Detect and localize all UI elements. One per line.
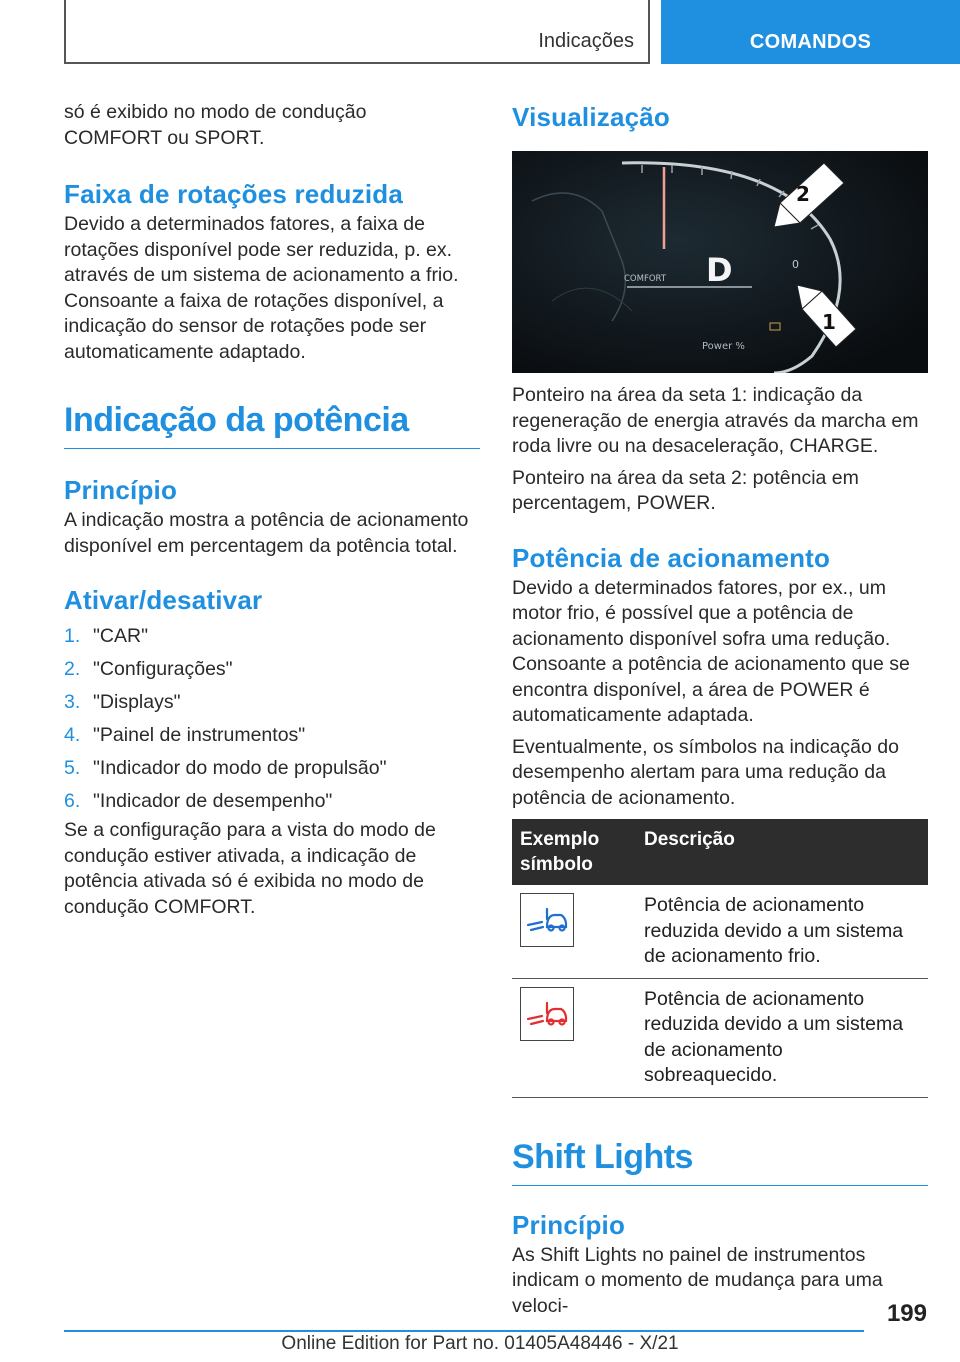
arrow-1-label: 1 bbox=[822, 310, 836, 334]
header-section-label: Indicações bbox=[538, 30, 634, 52]
gauge-mode-label: COMFORT bbox=[624, 274, 667, 284]
shift-principle-heading: Princípio bbox=[512, 1209, 626, 1240]
header-chapter-label: COMANDOS bbox=[749, 31, 872, 53]
step-text: "Indicador de desempenho" bbox=[93, 790, 333, 812]
header-section-tab bbox=[64, 0, 650, 64]
right-column bbox=[512, 100, 928, 1319]
table-row bbox=[512, 978, 928, 1097]
footer-divider bbox=[64, 1330, 864, 1332]
left-column bbox=[64, 100, 480, 920]
drive-power-text-2: Eventualmente, os símbolos na indicação do desempenho alertam para uma redução da potência de acionamento. bbox=[512, 735, 899, 809]
gauge-zero-label: 0 bbox=[792, 258, 799, 271]
toggle-heading: Ativar/desativar bbox=[64, 585, 263, 615]
step-number: 3. bbox=[64, 691, 81, 713]
power-indicator-heading: Indicação da potência bbox=[64, 401, 480, 449]
page-number: 199 bbox=[886, 1300, 927, 1327]
list-item bbox=[64, 686, 480, 719]
power-gauge-image bbox=[512, 151, 928, 373]
reduced-range-text: Devido a determinados fatores, a faixa de rotações disponível pode ser reduzida, p. ex. através de um sistema de acionamento a frio. Consoante a faixa de rotações disponível, a indicação do sensor de rotações pode ser automaticamente adaptado. bbox=[64, 213, 459, 363]
intro-paragraph: só é exibido no modo de condução COMFORT ou SPORT. bbox=[64, 101, 367, 149]
gauge-gear-label: D bbox=[706, 251, 733, 289]
step-number: 5. bbox=[64, 757, 81, 779]
caption-arrow-1: Ponteiro na área da seta 1: indicação da regeneração de energia através da marcha em roda livre ou na desaceleração, CHARGE. bbox=[512, 384, 919, 457]
step-number: 6. bbox=[64, 790, 81, 812]
drive-power-text-1: Devido a determinados fatores, por ex., um motor frio, é possível que a potência de acionamento disponível sofra uma redução. Consoante a potência de acionamento que se encontra disponível, a área de POWER é automaticamente adaptada. bbox=[512, 576, 910, 726]
col-symbol-header: Exemplo símbolo bbox=[512, 819, 636, 885]
list-item bbox=[64, 653, 480, 686]
step-number: 4. bbox=[64, 724, 81, 746]
row-2-description: Potência de acionamento reduzida devido a um sistema de acionamento sobreaquecido. bbox=[636, 978, 928, 1097]
list-item bbox=[64, 620, 480, 653]
table-row bbox=[512, 885, 928, 978]
display-heading: Visualização bbox=[512, 102, 671, 132]
step-number: 1. bbox=[64, 625, 81, 647]
caption-arrow-2: Ponteiro na área da seta 2: potência em percentagem, POWER. bbox=[512, 466, 859, 514]
step-text: "Configurações" bbox=[93, 658, 233, 680]
step-text: "Indicador do modo de propulsão" bbox=[93, 757, 387, 779]
principle-heading: Princípio bbox=[64, 475, 178, 505]
car-cold-blue-icon bbox=[520, 893, 574, 947]
reduced-range-heading: Faixa de rotações reduzida bbox=[64, 179, 403, 209]
shift-principle-text: As Shift Lights no painel de instrumentos indicam o momento de mudança para uma veloci- bbox=[512, 1243, 883, 1317]
footer-edition: Online Edition for Part no. 01405A48446 - X/21 bbox=[281, 1333, 679, 1354]
row-1-description: Potência de acionamento reduzida devido a um sistema de acionamento frio. bbox=[636, 885, 928, 978]
list-item bbox=[64, 752, 480, 785]
symbol-table-header bbox=[512, 819, 928, 885]
step-text: "Displays" bbox=[93, 691, 181, 713]
arrow-2-label: 2 bbox=[796, 182, 810, 206]
principle-text: A indicação mostra a potência de acionamento disponível em percentagem da potência total. bbox=[64, 509, 469, 557]
header-chapter-tab bbox=[661, 0, 960, 64]
col-description-header: Descrição bbox=[636, 819, 928, 885]
car-hot-red-icon bbox=[520, 987, 574, 1041]
step-text: "Painel de instrumentos" bbox=[93, 724, 306, 746]
drive-power-heading: Potência de acionamento bbox=[512, 542, 831, 573]
steps-list bbox=[64, 620, 480, 818]
step-number: 2. bbox=[64, 658, 81, 680]
step-text: "CAR" bbox=[93, 625, 149, 647]
after-steps-text: Se a configuração para a vista do modo de condução estiver ativada, a indicação de potência ativada só é exibida no modo de condução COMFORT. bbox=[64, 819, 436, 918]
list-item bbox=[64, 785, 480, 818]
gauge-power-label: Power % bbox=[702, 341, 745, 352]
shift-lights-heading: Shift Lights bbox=[512, 1138, 928, 1186]
symbol-table bbox=[512, 819, 928, 1098]
list-item bbox=[64, 719, 480, 752]
